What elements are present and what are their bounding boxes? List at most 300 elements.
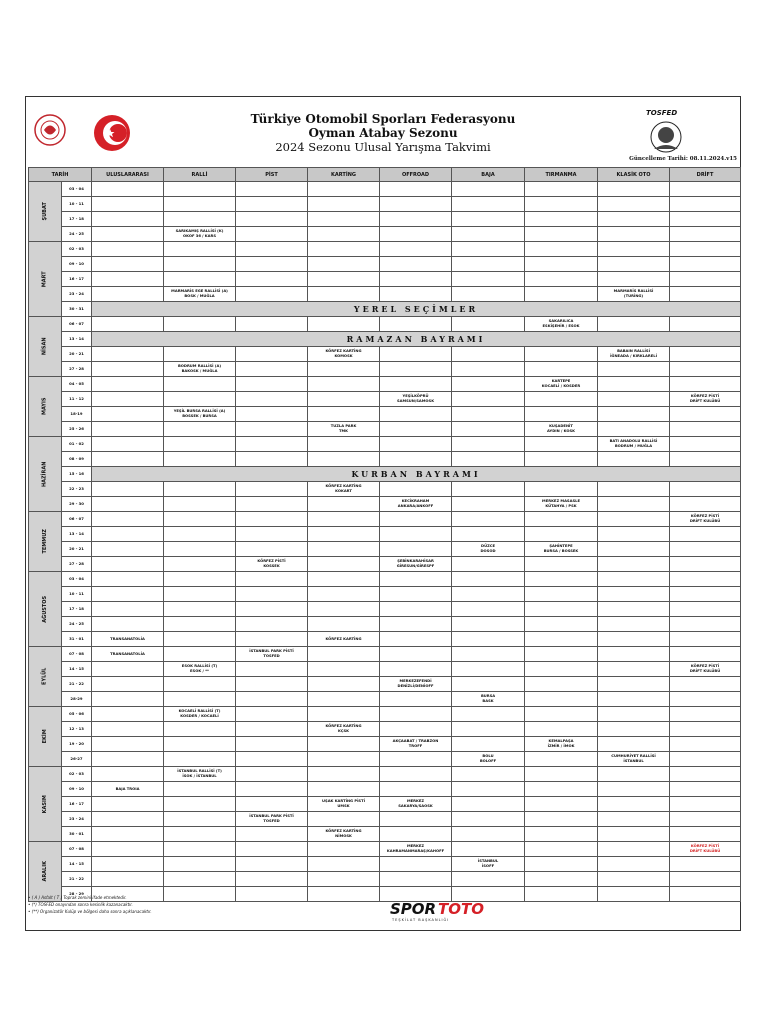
column-header: DRİFT [670,168,741,182]
empty-cell [308,857,380,872]
empty-cell [236,707,308,722]
event-line: KÖRFEZ KARTİNG [325,484,362,489]
empty-cell [670,212,741,227]
date-cell: 30 - 01 [62,827,92,842]
event-cell-ralli [164,287,236,302]
event-line: ESOK / ** [190,669,209,673]
empty-cell [308,617,380,632]
empty-cell [598,227,670,242]
empty-cell [598,587,670,602]
holiday-banner: YEREL SEÇİMLER [92,302,741,317]
date-cell: 07 - 08 [62,647,92,662]
column-header: RALLİ [164,168,236,182]
empty-cell [525,782,598,797]
empty-cell [92,662,164,677]
empty-cell [525,197,598,212]
empty-cell [236,422,308,437]
empty-cell [308,272,380,287]
empty-cell [236,767,308,782]
empty-cell [164,887,236,902]
event-line: DENİZLİ/DENİOFF [397,684,434,688]
table-row [29,842,741,857]
month-name: ŞUBAT [41,202,48,221]
empty-cell [308,512,380,527]
empty-cell [164,392,236,407]
date-cell: 14 - 15 [62,857,92,872]
table-row [29,197,741,212]
empty-cell [525,557,598,572]
empty-cell [92,512,164,527]
event-line: KOMOSK [334,354,353,358]
empty-cell [598,542,670,557]
event-line: SAKARYA/SAOSK [398,804,433,808]
empty-cell [525,227,598,242]
event-line: (TURİNG) [623,294,644,298]
empty-cell [670,887,741,902]
empty-cell [92,812,164,827]
event-cell-klasik [598,287,670,302]
empty-cell [164,437,236,452]
empty-cell [164,452,236,467]
month-label [29,182,62,242]
table-row [29,752,741,767]
event-line: İSOFF [481,864,495,868]
empty-cell [92,452,164,467]
empty-cell [92,242,164,257]
date-cell: 10 - 11 [62,197,92,212]
table-row [29,587,741,602]
event-line: SAMSUN/SAMOSK [396,399,435,403]
event-cell-ralli [164,227,236,242]
event-cell-klasik [598,347,670,362]
empty-cell [164,482,236,497]
empty-cell [525,752,598,767]
empty-cell [670,692,741,707]
table-row [29,527,741,542]
empty-cell [670,347,741,362]
event-line: KOCAELİ RALLİSİ (T) [178,709,221,714]
event-cell-offroad [380,677,452,692]
empty-cell [670,872,741,887]
event-cell-klasik [598,437,670,452]
empty-cell [525,347,598,362]
empty-cell [380,242,452,257]
empty-cell [380,662,452,677]
event-line: NİMOSK [335,834,352,838]
empty-cell [236,842,308,857]
empty-cell [380,647,452,662]
empty-cell [670,242,741,257]
empty-cell [380,512,452,527]
empty-cell [164,737,236,752]
empty-cell [164,182,236,197]
empty-cell [525,362,598,377]
empty-cell [92,827,164,842]
empty-cell [308,737,380,752]
empty-cell [164,842,236,857]
date-cell: 27 - 28 [62,362,92,377]
date-cell: 29 - 30 [62,497,92,512]
empty-cell [380,257,452,272]
empty-cell [236,572,308,587]
event-line: İSTANBUL PARK PİSTİ [249,814,294,819]
date-cell: 23 - 24 [62,287,92,302]
event-line: DRİFT KULÜBÜ [689,399,721,403]
month-label [29,242,62,317]
event-line: KOKART [335,489,352,493]
empty-cell [308,527,380,542]
event-line: KÖRFEZ PİSTİ [690,844,720,849]
empty-cell [308,812,380,827]
date-cell: 11 - 12 [62,392,92,407]
empty-cell [452,647,525,662]
empty-cell [236,677,308,692]
empty-cell [598,692,670,707]
empty-cell [92,362,164,377]
empty-cell [452,872,525,887]
empty-cell [525,677,598,692]
empty-cell [598,182,670,197]
empty-cell [92,182,164,197]
date-cell: 01 - 02 [62,437,92,452]
date-cell: 13 - 14 [62,332,92,347]
empty-cell [236,617,308,632]
event-line: MARMARİS RALLİSİ [613,289,654,294]
event-cell-drift [670,662,741,677]
event-line: ESOK RALLİSİ (T) [181,664,218,669]
event-line: BOLU [482,754,494,759]
empty-cell [380,182,452,197]
empty-cell [380,617,452,632]
empty-cell [525,812,598,827]
empty-cell [452,797,525,812]
empty-cell [308,557,380,572]
date-cell: 14 - 15 [62,662,92,677]
empty-cell [236,782,308,797]
empty-cell [670,632,741,647]
empty-cell [380,317,452,332]
empty-cell [525,632,598,647]
empty-cell [164,587,236,602]
column-header: ULUSLARARASI [92,168,164,182]
empty-cell [452,842,525,857]
empty-cell [598,572,670,587]
empty-cell [92,542,164,557]
month-name: KASIM [41,794,48,814]
date-cell: 09 - 10 [62,782,92,797]
empty-cell [164,212,236,227]
empty-cell [92,692,164,707]
event-line: İSTANBUL PARK PİSTİ [249,649,294,654]
month-name: HAZİRAN [41,461,48,487]
table-row [29,242,741,257]
event-line: UŞAK KARTİNG PİSTİ [322,799,365,804]
event-line: TMK [338,429,349,433]
empty-cell [308,542,380,557]
date-cell: 15 - 16 [62,467,92,482]
empty-cell [164,542,236,557]
empty-cell [525,407,598,422]
empty-cell [670,272,741,287]
table-row [29,467,741,482]
event-line: BURSA [480,694,496,699]
empty-cell [525,887,598,902]
empty-cell [164,872,236,887]
event-cell-tirmanma [525,377,598,392]
date-cell: 31 - 01 [62,632,92,647]
empty-cell [452,707,525,722]
date-cell: 03 - 04 [62,182,92,197]
column-header: KLASİK OTO [598,168,670,182]
empty-cell [164,557,236,572]
empty-cell [308,767,380,782]
empty-cell [164,512,236,527]
table-row [29,647,741,662]
holiday-banner: KURBAN BAYRAMI [92,467,741,482]
event-line: ANKARA/ANKOFF [397,504,434,508]
date-cell: 19 - 20 [62,737,92,752]
empty-cell [452,587,525,602]
event-line: KÇSK [338,729,349,733]
empty-cell [164,827,236,842]
empty-cell [452,602,525,617]
empty-cell [525,587,598,602]
table-header [29,168,741,182]
table-row [29,677,741,692]
event-line: KÜTAHYA / PSK [545,504,577,508]
event-line: BABAIN RALLİSİ [617,349,650,354]
empty-cell [308,182,380,197]
event-cell-ralli [164,662,236,677]
empty-cell [92,722,164,737]
empty-cell [598,737,670,752]
empty-cell [525,857,598,872]
empty-cell [525,827,598,842]
empty-cell [452,662,525,677]
empty-cell [92,872,164,887]
empty-cell [308,692,380,707]
empty-cell [236,437,308,452]
date-cell: 06 - 07 [62,512,92,527]
empty-cell [308,602,380,617]
date-cell: 21 - 22 [62,872,92,887]
event-line: BOLOFF [479,759,497,763]
empty-cell [164,377,236,392]
empty-cell [92,767,164,782]
empty-cell [236,662,308,677]
table-row [29,317,741,332]
empty-cell [670,287,741,302]
empty-cell [380,407,452,422]
empty-cell [525,602,598,617]
event-cell-drift [670,512,741,527]
table-row [29,497,741,512]
event-line: AYDIN / KOSK [547,429,575,433]
empty-cell [598,362,670,377]
date-cell: 28 - 29 [62,887,92,902]
spor-logo-text: SPOR [390,900,437,918]
empty-cell [308,452,380,467]
event-line: İĞNEADA / KIRKLARELİ [610,354,657,358]
empty-cell [452,197,525,212]
empty-cell [525,617,598,632]
empty-cell [670,602,741,617]
empty-cell [598,422,670,437]
empty-cell [380,782,452,797]
empty-cell [308,392,380,407]
empty-cell [670,542,741,557]
calendar-frame [25,96,741,931]
empty-cell [308,497,380,512]
table-row [29,722,741,737]
empty-cell [598,887,670,902]
empty-cell [670,647,741,662]
empty-cell [670,422,741,437]
empty-cell [236,362,308,377]
empty-cell [236,722,308,737]
event-line: TROFF [408,744,423,748]
empty-cell [380,812,452,827]
event-cell-karting [308,797,380,812]
empty-cell [380,827,452,842]
empty-cell [670,452,741,467]
table-row [29,272,741,287]
empty-cell [92,497,164,512]
empty-cell [670,752,741,767]
month-label [29,572,62,647]
empty-cell [452,242,525,257]
empty-cell [308,377,380,392]
empty-cell [380,437,452,452]
empty-cell [164,422,236,437]
table-row [29,692,741,707]
empty-cell [598,722,670,737]
empty-cell [670,722,741,737]
empty-cell [92,197,164,212]
table-body [29,182,741,902]
empty-cell [452,182,525,197]
empty-cell [525,707,598,722]
date-cell: 03 - 04 [62,572,92,587]
date-cell: 24 - 25 [62,227,92,242]
spor-toto-logo-icon [388,897,498,923]
table-row [29,617,741,632]
empty-cell [670,857,741,872]
empty-cell [92,797,164,812]
empty-cell [236,347,308,362]
event-line: MERKEZ [406,844,425,849]
empty-cell [308,227,380,242]
date-cell: 22 - 23 [62,482,92,497]
empty-cell [236,227,308,242]
event-line: DRİFT KULÜBÜ [689,519,721,523]
table-row [29,287,741,302]
empty-cell [308,242,380,257]
empty-cell [92,557,164,572]
empty-cell [670,362,741,377]
table-row [29,257,741,272]
date-cell: 12 - 13 [62,722,92,737]
event-line: SAKARILICA [548,319,574,324]
event-cell-karting [308,827,380,842]
empty-cell [452,272,525,287]
calendar-table [28,167,741,902]
event-cell-baja [452,752,525,767]
date-cell: 20 - 21 [62,542,92,557]
event-line: BOSSEK / BURSA [182,414,217,418]
event-line: TOSFED [263,654,280,658]
column-header: KARTİNG [308,168,380,182]
empty-cell [598,452,670,467]
empty-cell [236,512,308,527]
empty-cell [525,437,598,452]
event-line: KÖRFEZ PİSTİ [690,394,720,399]
month-label [29,842,62,902]
empty-cell [598,392,670,407]
empty-cell [236,887,308,902]
empty-cell [598,482,670,497]
empty-cell [164,572,236,587]
empty-cell [380,482,452,497]
event-line: İSTANBUL RALLİSİ (T) [177,769,222,774]
empty-cell [308,782,380,797]
tosfed-logo-text: TOSFED [646,109,678,117]
empty-cell [92,437,164,452]
empty-cell [92,422,164,437]
empty-cell [452,632,525,647]
month-name: MAYIS [41,397,48,416]
empty-cell [308,707,380,722]
date-cell: 30 - 31 [62,302,92,317]
empty-cell [598,677,670,692]
event-line: KEMALPAŞA [548,739,574,744]
empty-cell [164,602,236,617]
empty-cell [164,632,236,647]
table-row [29,422,741,437]
empty-cell [308,647,380,662]
date-cell: 08 - 09 [62,452,92,467]
date-cell: 28-29 [62,692,92,707]
empty-cell [236,857,308,872]
event-line: AKÇAABAT / TRABZON [392,739,439,744]
table-row [29,377,741,392]
month-name: AĞUSTOS [41,595,48,623]
empty-cell [380,542,452,557]
table-row [29,632,741,647]
empty-cell [92,587,164,602]
empty-cell [452,362,525,377]
event-line: MARMARİS EGE RALLİSİ (A) [171,289,228,294]
empty-cell [308,752,380,767]
empty-cell [236,692,308,707]
empty-cell [598,527,670,542]
event-cell-ralli [164,767,236,782]
empty-cell [164,692,236,707]
table-row [29,212,741,227]
empty-cell [308,287,380,302]
empty-cell [598,857,670,872]
calendar-title: 2024 Sezonu Ulusal Yarışma Takvimi [275,140,491,154]
empty-cell [236,497,308,512]
empty-cell [525,272,598,287]
event-line: BATI ANADOLU RALLİSİ [609,439,658,444]
event-line: KÖRFEZ KARTİNG [325,829,362,834]
event-cell-baja [452,542,525,557]
event-cell-offroad [380,392,452,407]
empty-cell [670,257,741,272]
empty-cell [525,692,598,707]
empty-cell [236,827,308,842]
